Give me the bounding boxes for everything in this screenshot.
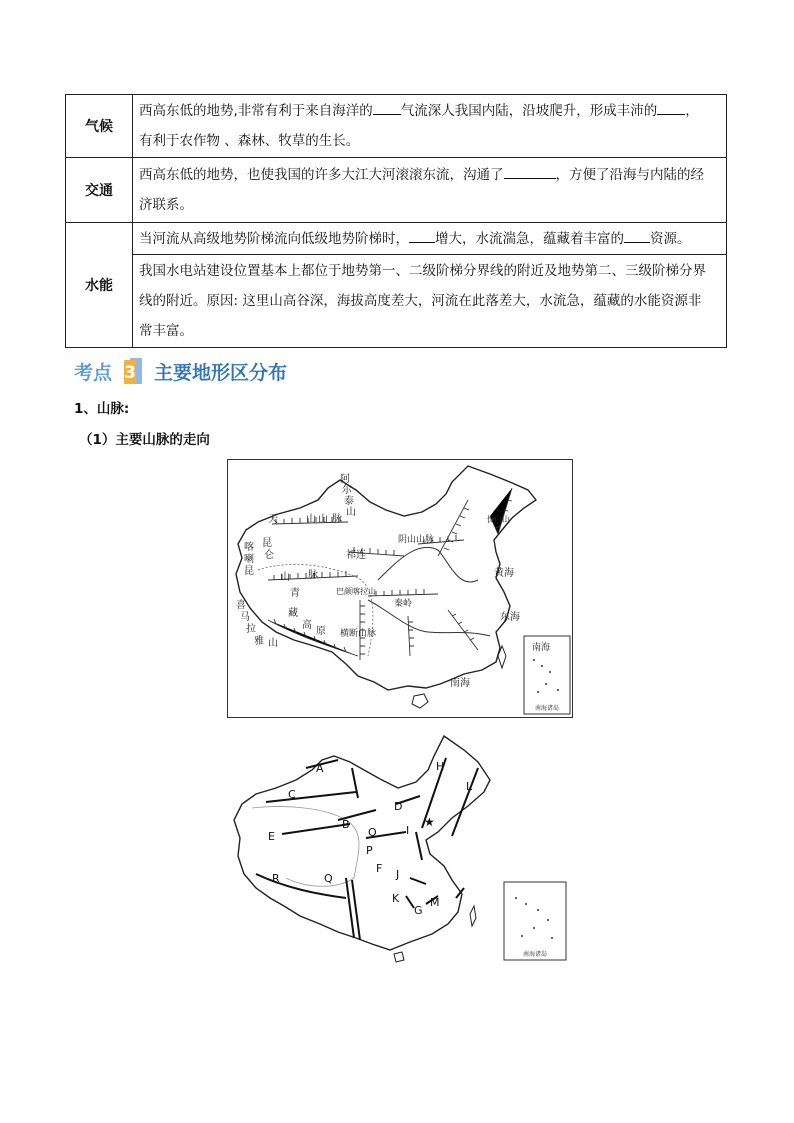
label-shan-2: 山 bbox=[318, 514, 328, 525]
label-tian: 天 bbox=[268, 514, 278, 525]
label-bayan: 巴颜喀拉山 bbox=[336, 587, 376, 596]
label-qilian: 祁连 bbox=[346, 550, 366, 561]
climate-text-3: ， bbox=[685, 103, 699, 119]
label-kun3: 山 bbox=[280, 572, 290, 583]
climate-row bbox=[66, 95, 727, 158]
label-mai-2: 脉 bbox=[308, 570, 318, 581]
geography-table bbox=[65, 94, 727, 348]
label-xi4: 雅 bbox=[254, 636, 264, 647]
hydro-text-4: 我国水电站建设位置基本上都位于地势第一、二级阶梯分界线的附近及地势第二、三级阶梯分界 bbox=[139, 263, 706, 279]
label-a2: 尔 bbox=[342, 485, 352, 496]
yangtze-river bbox=[368, 600, 490, 636]
map2-inset-caption: 南海诸岛 bbox=[522, 951, 548, 958]
hainan-2 bbox=[394, 952, 404, 962]
hydro-text-5: 线的附近。原因: 这里山高谷深，海拔高度差大，河流在此落差大，水流急，蕴藏的水能资源非 bbox=[139, 293, 702, 309]
climate-text-1: 西高东低的地势,非常有利于来自海洋的 bbox=[139, 103, 373, 119]
hainan-island bbox=[412, 694, 428, 708]
hydro-row-2 bbox=[66, 255, 727, 348]
letter-g: G bbox=[414, 904, 423, 917]
transport-header: 交通 bbox=[66, 158, 133, 223]
label-kun1: 昆 bbox=[262, 538, 272, 549]
label-changbai: 长白山 bbox=[486, 515, 510, 524]
label-xi3: 拉 bbox=[246, 624, 256, 635]
hydro-text-3: 资源。 bbox=[650, 230, 691, 247]
letter-l: L bbox=[466, 780, 473, 793]
blank-2[interactable] bbox=[657, 100, 685, 115]
letter-e: E bbox=[268, 830, 275, 843]
letter-q: Q bbox=[324, 872, 333, 885]
label-xi2: 马 bbox=[240, 612, 250, 623]
climate-text-4: 有利于农作物 、森林、牧草的生长。 bbox=[139, 133, 360, 149]
blank-5[interactable] bbox=[624, 228, 650, 243]
china-map-svg bbox=[228, 460, 572, 717]
blank-1[interactable] bbox=[373, 100, 401, 115]
kaodian-title: 主要地形区分布 bbox=[154, 361, 288, 384]
map1-inset-label: 南海 bbox=[532, 643, 551, 653]
label-ka2: 喇 bbox=[244, 554, 254, 565]
hydro-row-1 bbox=[66, 223, 727, 255]
transport-text-3: 济联系。 bbox=[139, 197, 193, 213]
label-mai-1: 脉 bbox=[332, 514, 342, 525]
label-shan-1: 山 bbox=[306, 514, 316, 525]
letter-a: A bbox=[316, 762, 324, 775]
section-mountain-direction: （1）主要山脉的走向 bbox=[79, 432, 210, 448]
label-yinshan: 阴山山脉 bbox=[398, 535, 435, 545]
taiwan-2 bbox=[470, 906, 476, 926]
label-qing: 青 bbox=[290, 588, 300, 599]
label-xi1: 喜 bbox=[236, 600, 246, 611]
hydro-content-1 bbox=[133, 223, 727, 255]
hydro-header: 水能 bbox=[66, 223, 133, 348]
transport-text-1: 西高东低的地势，也使我国的许多大江大河滚滚东流，沟通了 bbox=[139, 167, 504, 183]
label-donghai: 东海 bbox=[500, 612, 520, 623]
letter-b: B bbox=[342, 818, 350, 831]
mountain-hatching bbox=[268, 488, 512, 660]
climate-text-2: 气流深人我国内陆，沿坡爬升，形成丰沛的 bbox=[400, 103, 658, 119]
transport-text-2: ，方便了沿海与内陆的经 bbox=[555, 167, 704, 183]
yellow-river bbox=[378, 547, 478, 582]
hydro-text-2: 增大，水流湍急，蕴藏着丰富的 bbox=[435, 230, 624, 247]
hydro-text-1: 当河流从高级地势阶梯流向低级地势阶梯时， bbox=[139, 230, 409, 247]
label-huanghai: 黄海 bbox=[494, 568, 514, 579]
label-a3: 泰 bbox=[344, 496, 354, 507]
letter-c: C bbox=[288, 788, 296, 801]
letter-r: R bbox=[272, 872, 280, 885]
label-hengduan: 横断山脉 bbox=[340, 629, 377, 639]
china-mountain-map bbox=[227, 459, 573, 718]
kaodian-label: 考点 bbox=[74, 361, 113, 384]
section-mountains: 1、山脉: bbox=[74, 401, 130, 417]
map2-inset-box bbox=[504, 882, 566, 960]
label-a1: 阿 bbox=[340, 474, 350, 485]
letter-k: K bbox=[392, 892, 400, 905]
kaodian-heading bbox=[74, 356, 287, 386]
label-a4: 山 bbox=[346, 507, 356, 518]
letter-d: D bbox=[394, 800, 403, 813]
letter-m: M bbox=[430, 896, 440, 909]
hydro-text-6: 常丰富。 bbox=[139, 323, 193, 339]
map1-inset-caption: 南海诸岛 bbox=[534, 705, 560, 712]
transport-row bbox=[66, 158, 727, 223]
letter-j: J bbox=[396, 868, 400, 881]
china-letter-map bbox=[226, 728, 571, 966]
kaodian-number: 3 bbox=[124, 363, 136, 383]
star-marker-icon: ★ bbox=[424, 815, 435, 829]
transport-content bbox=[133, 158, 727, 223]
letter-p: P bbox=[366, 844, 373, 857]
climate-content bbox=[133, 95, 727, 158]
letter-i: I bbox=[406, 824, 410, 837]
letter-h: H bbox=[436, 760, 445, 773]
label-ka1: 喀 bbox=[244, 542, 254, 553]
label-kun2: 仑 bbox=[264, 550, 274, 561]
label-zang: 藏 bbox=[288, 608, 298, 619]
blank-3[interactable] bbox=[504, 164, 556, 179]
hydro-content-2 bbox=[133, 255, 727, 348]
climate-header: 气候 bbox=[66, 95, 133, 158]
letter-f: F bbox=[376, 862, 383, 875]
label-shan-3: 山 bbox=[268, 638, 278, 649]
label-nanhai: 南海 bbox=[450, 678, 470, 689]
letter-o: O bbox=[368, 826, 377, 839]
china-outline-2 bbox=[234, 736, 490, 950]
label-gao: 高 bbox=[302, 620, 312, 631]
blank-4[interactable] bbox=[409, 228, 435, 243]
map2-letters bbox=[268, 760, 473, 917]
label-yuan: 原 bbox=[316, 626, 326, 637]
label-qinling: 秦岭 bbox=[394, 599, 413, 609]
letter-map-svg bbox=[226, 728, 571, 966]
kaodian-number-badge-icon bbox=[122, 357, 144, 385]
label-ka3: 昆 bbox=[244, 566, 254, 577]
